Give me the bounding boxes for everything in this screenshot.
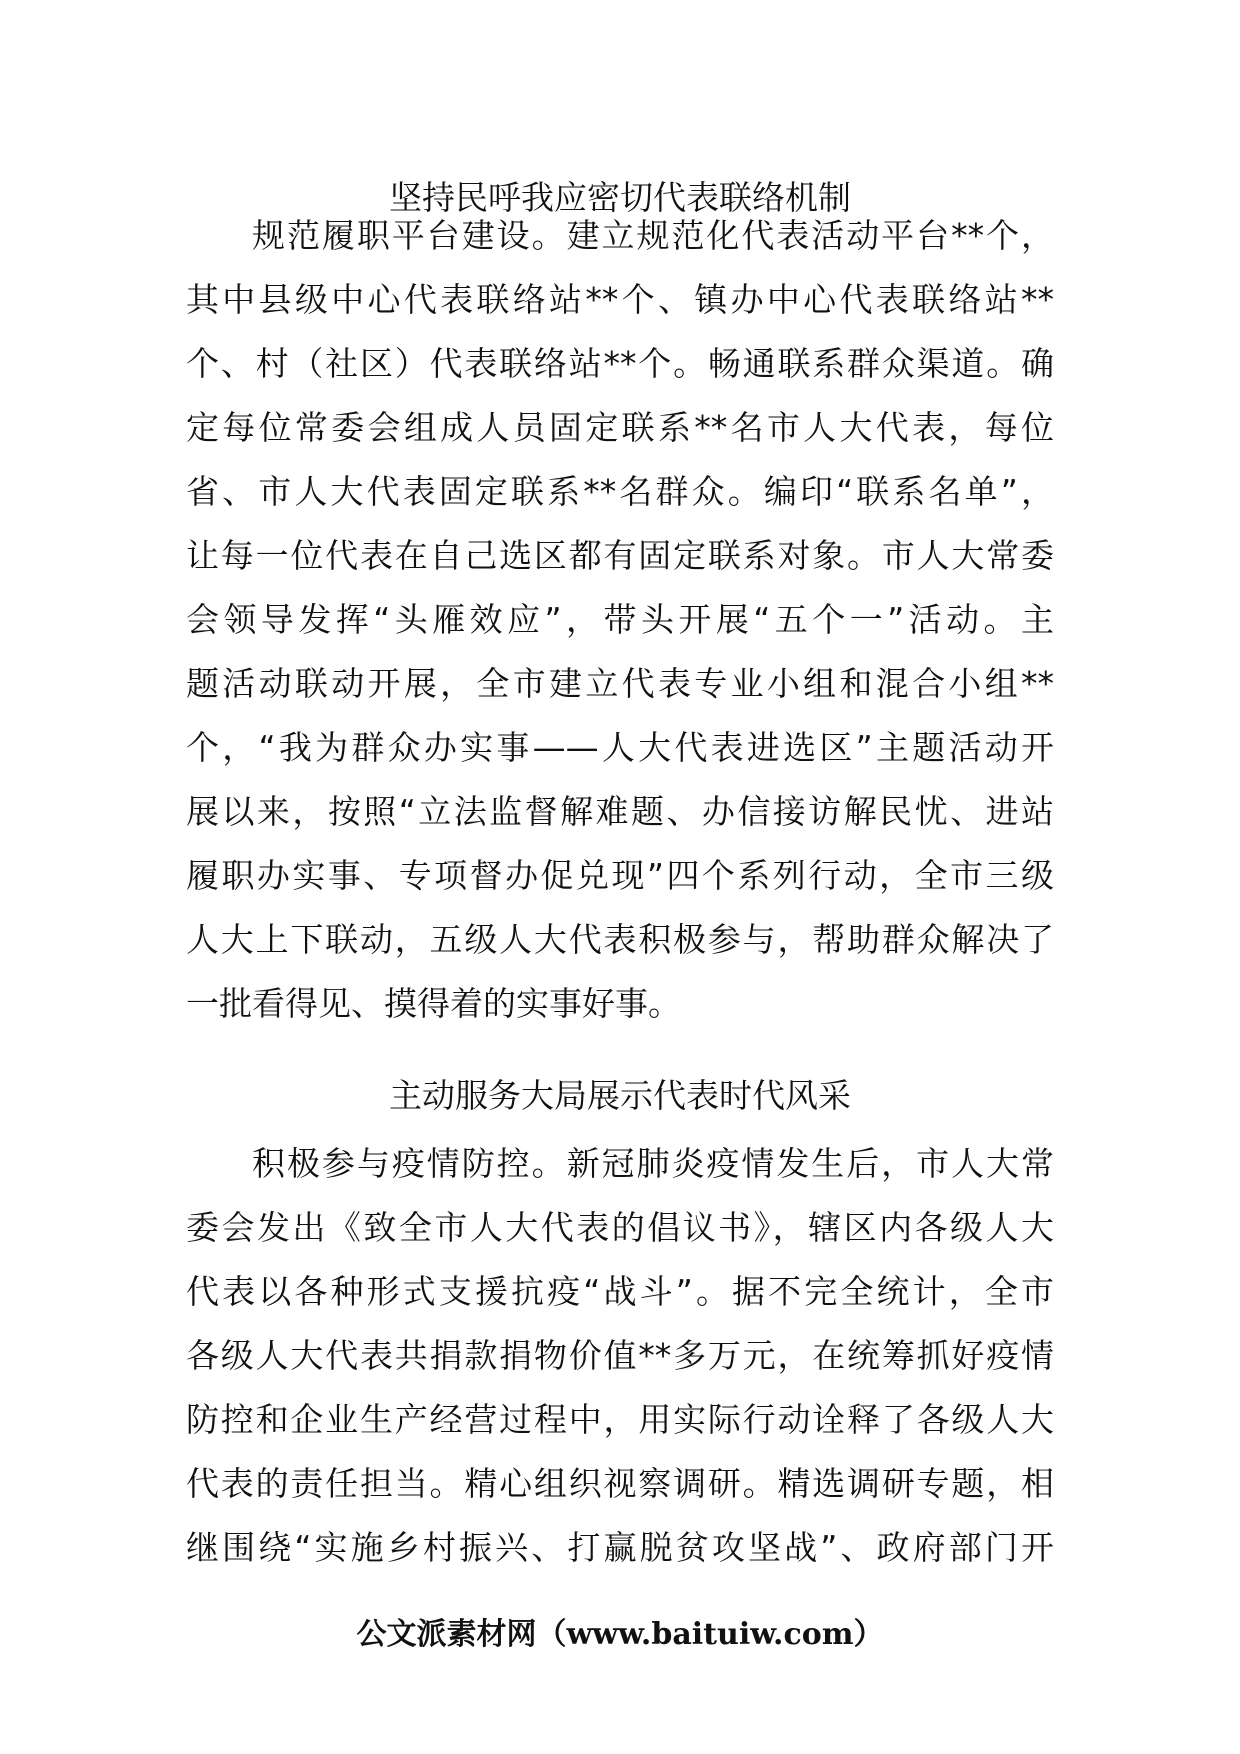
paragraph-line: 其中县级中心代表联络站**个、镇办中心代表联络站** xyxy=(186,280,1054,319)
site-watermark-footer: 公文派素材网（www.baituiw.com） xyxy=(356,1617,884,1652)
paragraph-line: 各级人大代表共捐款捐物价值**多万元，在统筹抓好疫情 xyxy=(186,1336,1054,1375)
paragraph-line: 省、市人大代表固定联系**名群众。编印“联系名单”， xyxy=(186,472,1054,511)
paragraph-line: 题活动联动开展，全市建立代表专业小组和混合小组** xyxy=(186,664,1054,703)
paragraph-line: 人大上下联动，五级人大代表积极参与，帮助群众解决了 xyxy=(186,920,1054,959)
paragraph-line: 规范履职平台建设。建立规范化代表活动平台**个， xyxy=(252,216,1054,255)
paragraph-line: 让每一位代表在自己选区都有固定联系对象。市人大常委 xyxy=(186,536,1054,575)
paragraph-line: 个、村（社区）代表联络站**个。畅通联系群众渠道。确 xyxy=(186,344,1054,383)
paragraph-line: 履职办实事、专项督办促兑现”四个系列行动，全市三级 xyxy=(186,856,1054,895)
paragraph-line: 防控和企业生产经营过程中，用实际行动诠释了各级人大 xyxy=(186,1400,1054,1439)
paragraph-line: 定每位常委会组成人员固定联系**名市人大代表，每位 xyxy=(186,408,1054,447)
paragraph-line: 代表的责任担当。精心组织视察调研。精选调研专题，相 xyxy=(186,1464,1054,1503)
paragraph-line: 继围绕“实施乡村振兴、打赢脱贫攻坚战”、政府部门开 xyxy=(186,1528,1054,1567)
paragraph-line: 展以来，按照“立法监督解难题、办信接访解民忧、进站 xyxy=(186,792,1054,831)
section-heading: 坚持民呼我应密切代表联络机制 xyxy=(389,178,851,217)
section-heading: 主动服务大局展示代表时代风采 xyxy=(389,1076,851,1115)
paragraph-line: 个，“我为群众办实事——人大代表进选区”主题活动开 xyxy=(186,728,1054,767)
paragraph-line: 委会发出《致全市人大代表的倡议书》，辖区内各级人大 xyxy=(186,1208,1054,1247)
paragraph-line: 积极参与疫情防控。新冠肺炎疫情发生后，市人大常 xyxy=(252,1144,1054,1183)
paragraph-line: 代表以各种形式支援抗疫“战斗”。据不完全统计，全市 xyxy=(186,1272,1054,1311)
paragraph-line: 会领导发挥“头雁效应”，带头开展“五个一”活动。主 xyxy=(186,600,1054,639)
paragraph-line: 一批看得见、摸得着的实事好事。 xyxy=(186,984,681,1023)
